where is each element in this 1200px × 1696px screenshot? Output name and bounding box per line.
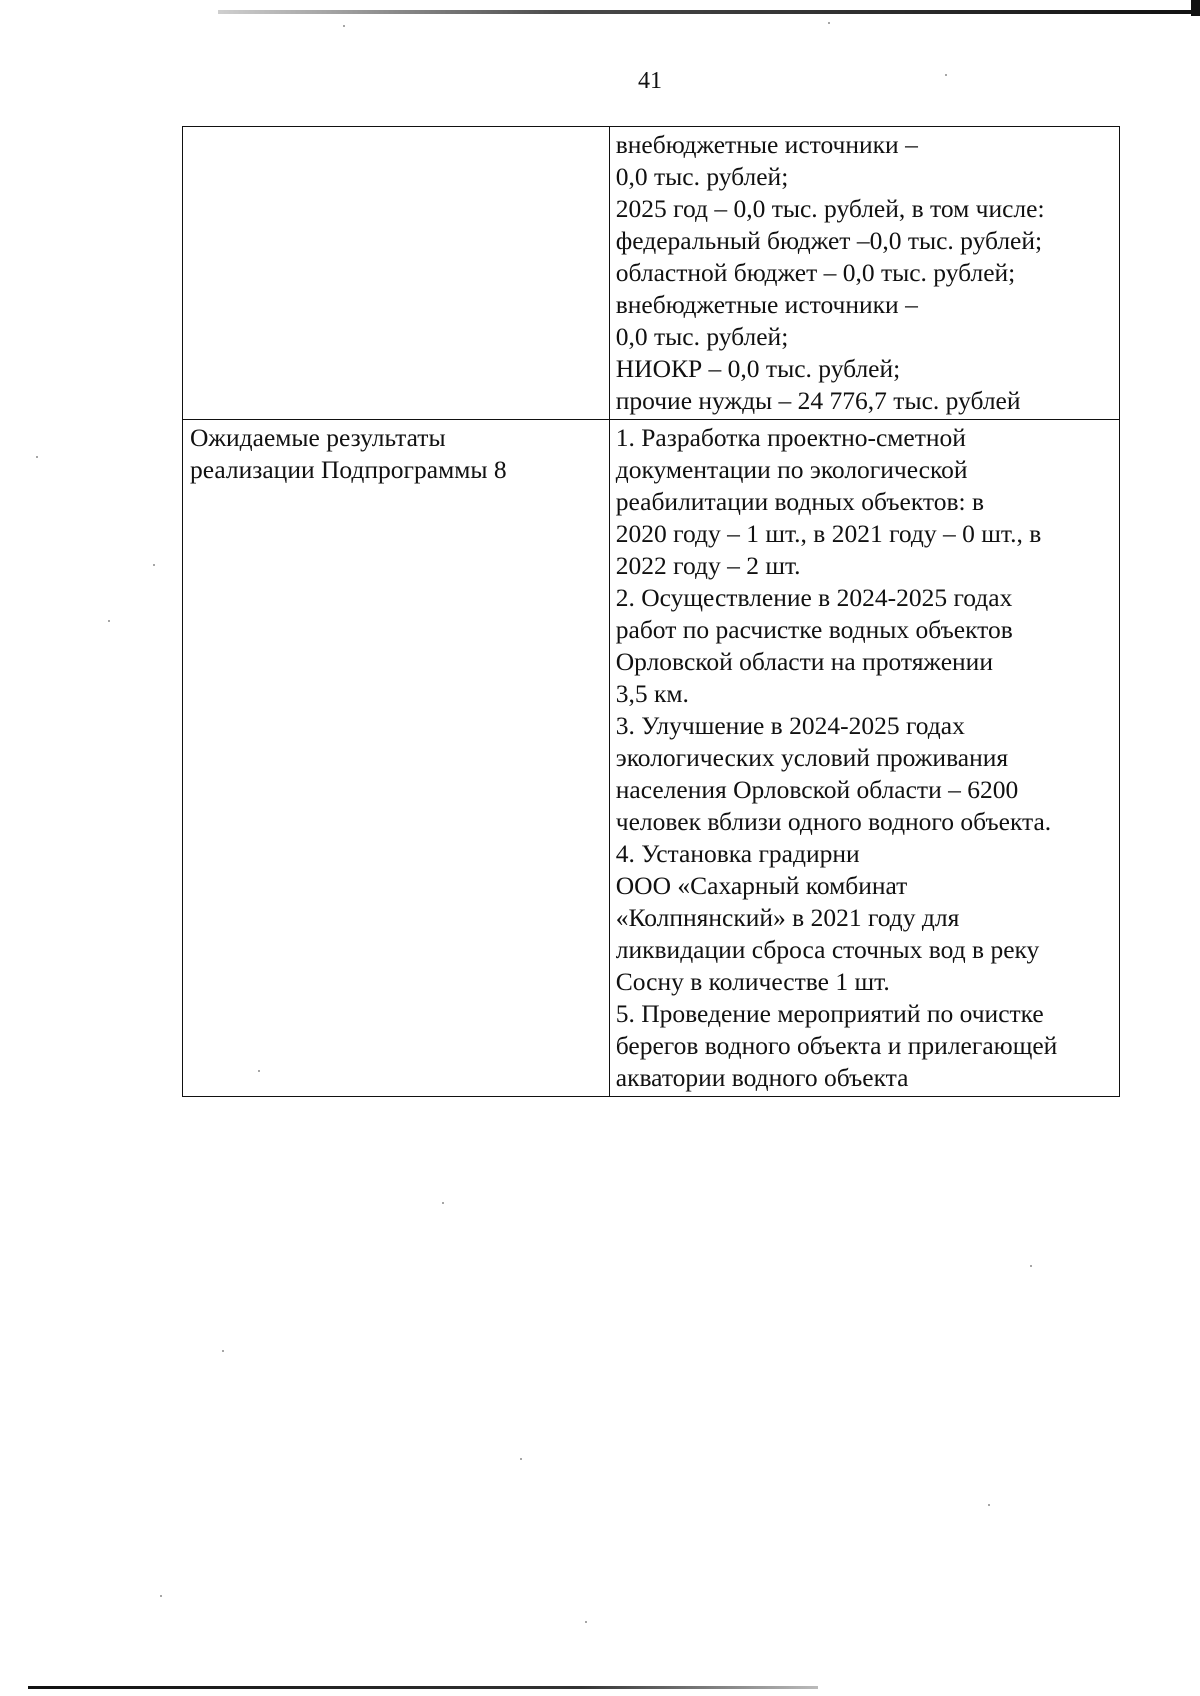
result-line: «Колпнянский» в 2021 году для — [615, 903, 960, 932]
scan-speck — [160, 1595, 162, 1597]
table-row-financing — [183, 127, 1120, 420]
expected-results-heading: реализации Подпрограммы 8 — [190, 455, 507, 484]
result-item-5 — [616, 998, 1115, 1094]
result-item-2 — [616, 582, 1115, 710]
financing-line: внебюджетные источники – — [615, 130, 918, 159]
result-line: 3. Улучшение в 2024-2025 годах — [615, 711, 965, 740]
result-item-1 — [616, 422, 1115, 582]
scan-speck — [108, 620, 110, 622]
scan-border-bottom — [28, 1686, 818, 1689]
scan-corner-mark — [1191, 0, 1200, 16]
financing-line: 0,0 тыс. рублей; — [615, 322, 789, 351]
financing-line: прочие нужды – 24 776,7 тыс. рублей — [615, 386, 1021, 415]
result-line: Сосну в количестве 1 шт. — [615, 967, 890, 996]
expected-results-heading-cell — [183, 420, 610, 1097]
scan-speck — [153, 564, 155, 566]
scan-speck — [585, 1621, 587, 1623]
result-line: Орловской области на протяжении — [615, 647, 993, 676]
scan-speck — [222, 1350, 224, 1352]
financing-cell — [609, 127, 1119, 420]
page-number: 41 — [638, 68, 662, 94]
scan-speck — [828, 22, 830, 24]
result-item-4 — [616, 838, 1115, 998]
result-line: работ по расчистке водных объектов — [615, 615, 1013, 644]
result-line: ликвидации сброса сточных вод в реку — [615, 935, 1040, 964]
result-line: 3,5 км. — [615, 679, 689, 708]
result-line: реабилитации водных объектов: в — [615, 487, 985, 516]
result-line: берегов водного объекта и прилегающей — [615, 1031, 1058, 1060]
result-line: 4. Установка градирни — [615, 839, 860, 868]
financing-line: 0,0 тыс. рублей; — [615, 162, 789, 191]
result-line: ООО «Сахарный комбинат — [615, 871, 908, 900]
financing-line: областной бюджет – 0,0 тыс. рублей; — [615, 258, 1016, 287]
financing-line: 2025 год – 0,0 тыс. рублей, в том числе: — [615, 194, 1045, 223]
result-line: 5. Проведение мероприятий по очистке — [615, 999, 1044, 1028]
expected-results-heading: Ожидаемые результаты — [190, 423, 446, 452]
result-line: 2022 году – 2 шт. — [615, 551, 801, 580]
scan-border-top — [218, 10, 1200, 14]
financing-line: федеральный бюджет –0,0 тыс. рублей; — [615, 226, 1043, 255]
financing-line: внебюджетные источники – — [615, 290, 918, 319]
table-row-expected-results — [183, 420, 1120, 1097]
result-line: документации по экологической — [615, 455, 968, 484]
expected-results-cell — [609, 420, 1119, 1097]
result-line: 1. Разработка проектно-сметной — [615, 423, 966, 452]
financing-line: НИОКР – 0,0 тыс. рублей; — [615, 354, 901, 383]
scan-speck — [1030, 1265, 1032, 1267]
scan-speck — [520, 1458, 522, 1460]
scan-speck — [36, 456, 38, 458]
result-line: экологических условий проживания — [615, 743, 1009, 772]
scan-speck — [343, 25, 345, 27]
result-line: акватории водного объекта — [615, 1063, 909, 1092]
table-cell-empty — [183, 127, 610, 420]
result-line: человек вблизи одного водного объекта. — [615, 807, 1052, 836]
result-line: 2020 году – 1 шт., в 2021 году – 0 шт., в — [615, 519, 1042, 548]
scan-speck — [988, 1504, 990, 1506]
program-table — [182, 126, 1120, 1097]
scan-speck — [442, 1202, 444, 1204]
scan-speck — [258, 1070, 260, 1072]
result-item-3 — [616, 710, 1115, 838]
scan-speck — [945, 74, 947, 76]
result-line: населения Орловской области – 6200 — [615, 775, 1019, 804]
result-line: 2. Осуществление в 2024-2025 годах — [615, 583, 1013, 612]
